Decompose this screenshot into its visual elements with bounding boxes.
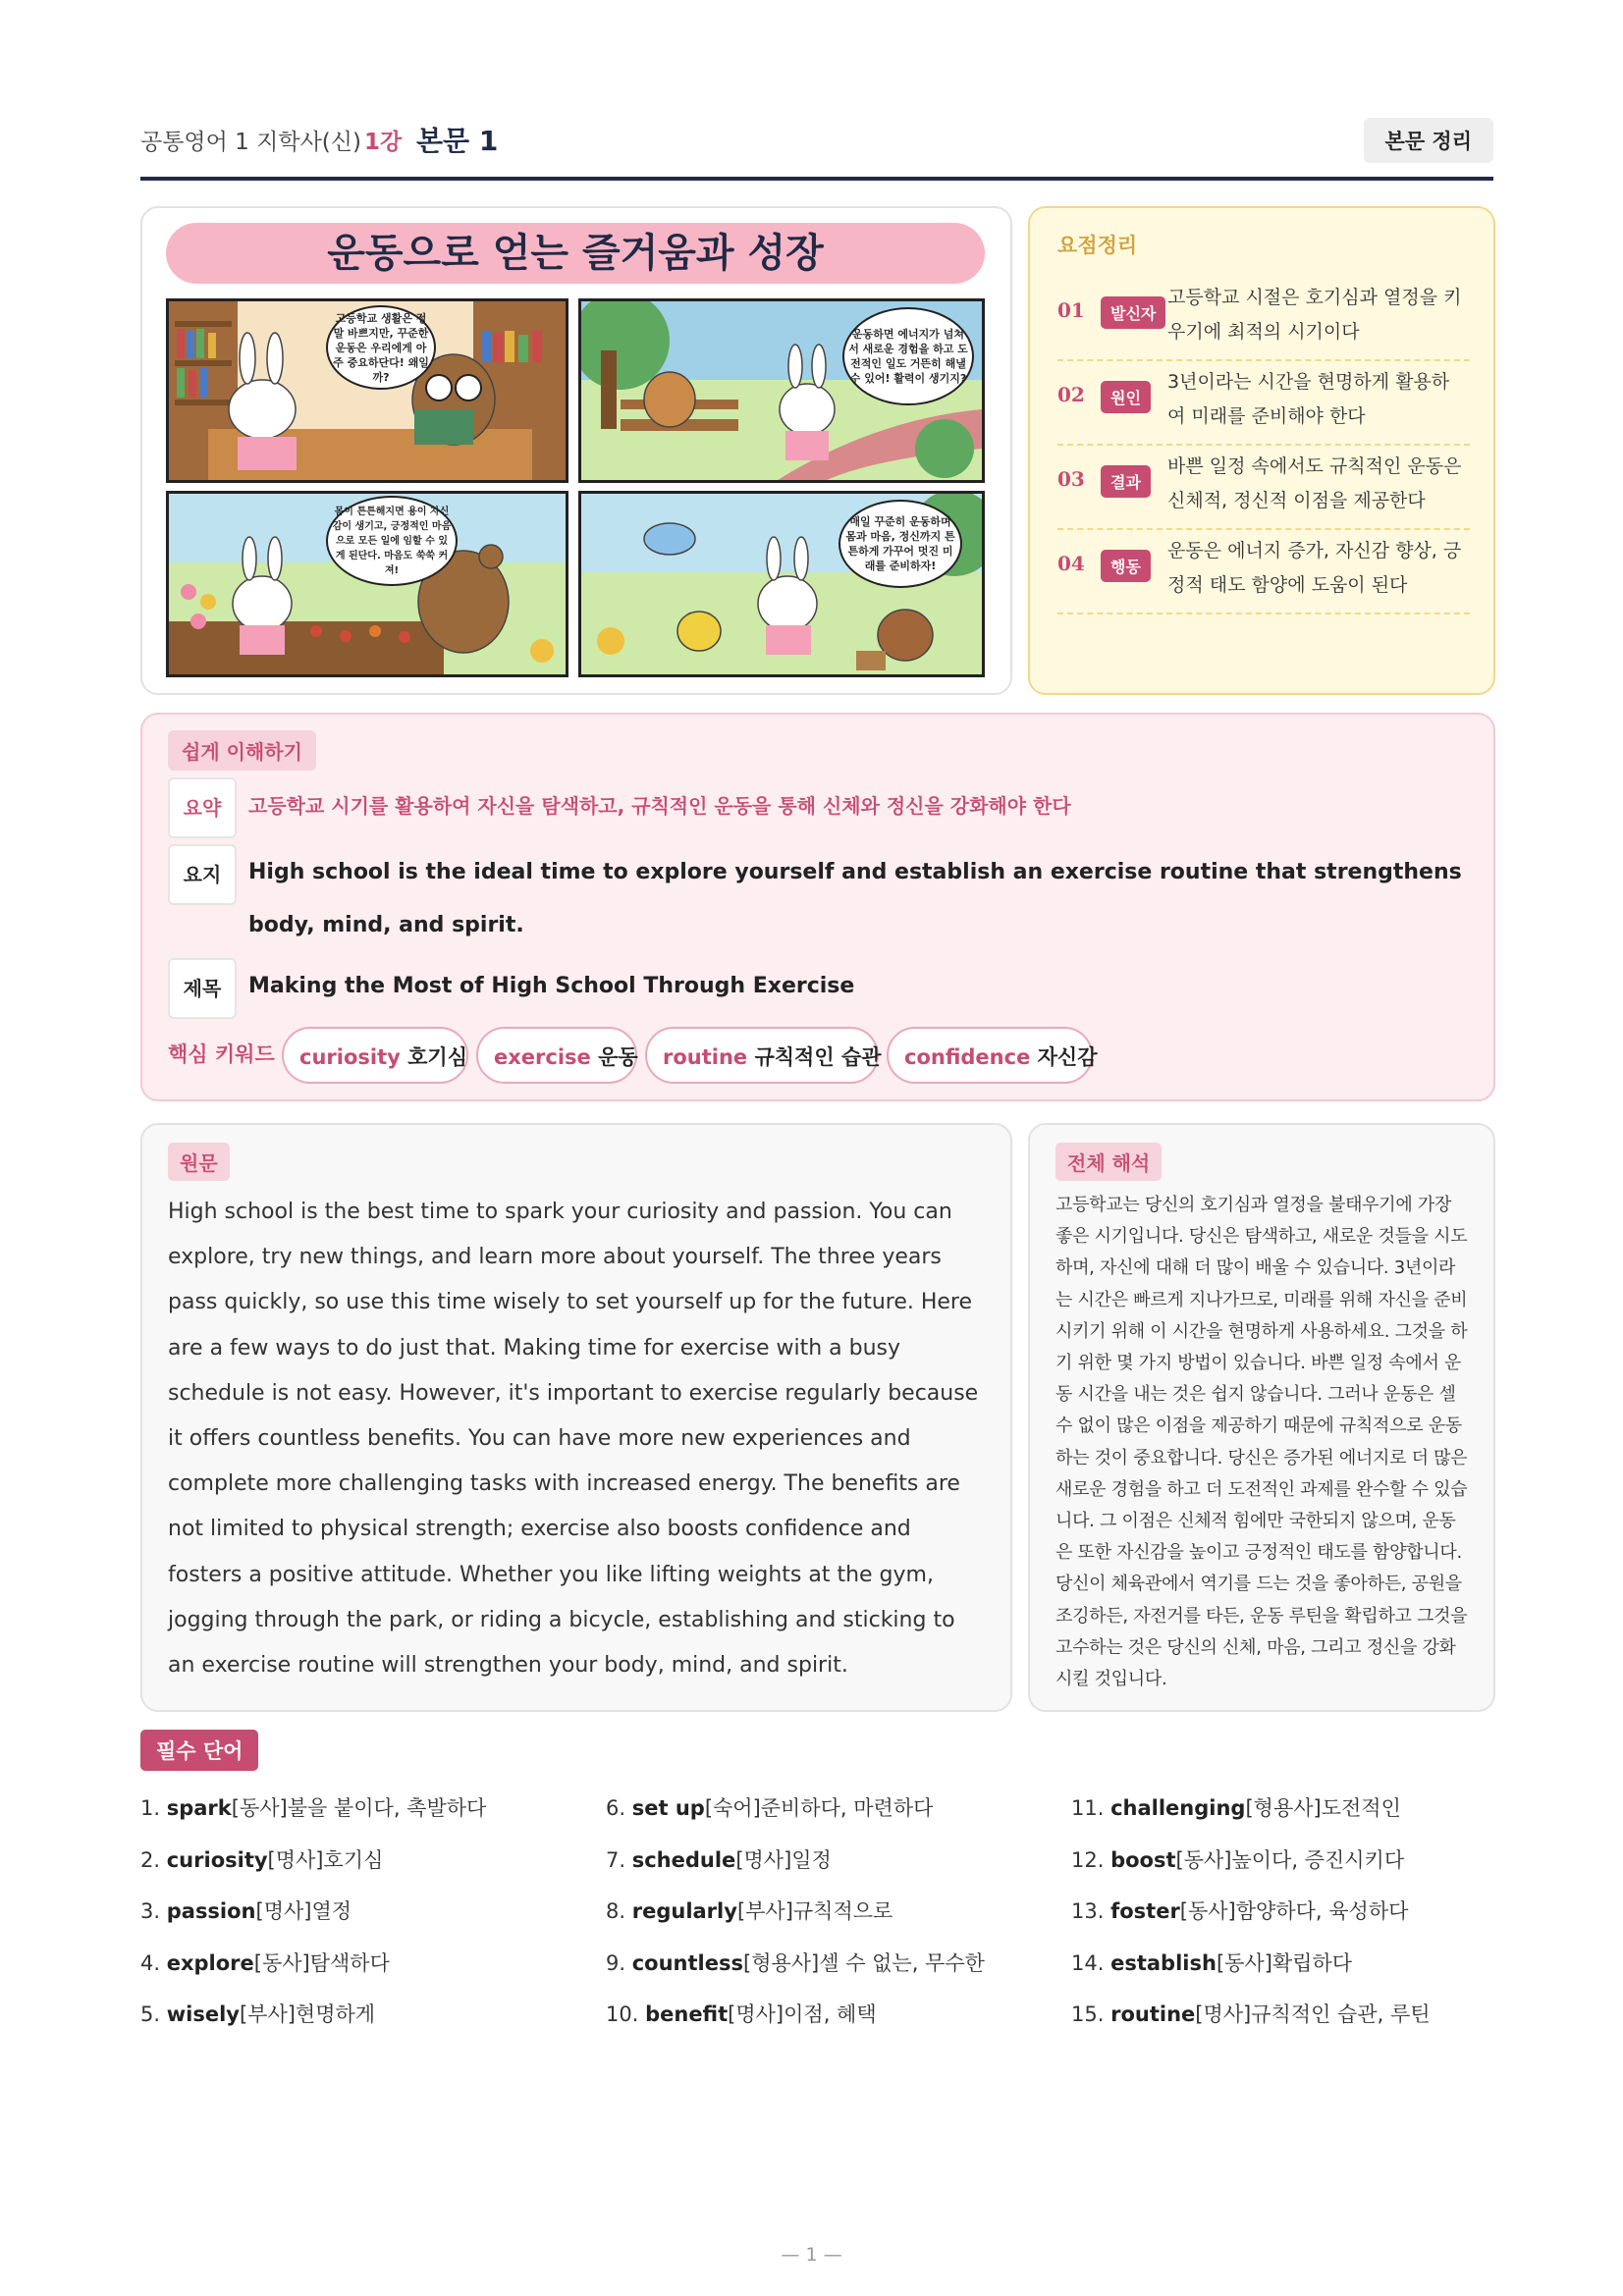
keywords-label: 핵심 키워드 <box>168 1042 275 1066</box>
lesson-number: 1강 <box>364 130 403 155</box>
vocabulary-item <box>606 1999 877 2028</box>
vocabulary-number: 4. <box>140 1950 161 1975</box>
keyword-chip <box>476 1027 637 1084</box>
vocabulary-number: 5. <box>140 2002 161 2026</box>
vocabulary-definition: [동사]높이다, 증진시키다 <box>1175 1847 1405 1872</box>
translation-label: 전체 해석 <box>1055 1143 1162 1181</box>
vocabulary-number: 15. <box>1071 2002 1105 2026</box>
vocabulary-word: wisely <box>166 2002 240 2026</box>
vocabulary-label: 필수 단어 <box>140 1730 258 1771</box>
vocabulary-item <box>606 1896 893 1925</box>
vocabulary-word: countless <box>631 1950 743 1975</box>
keyword-english: routine <box>663 1045 748 1069</box>
key-point-text: 운동은 에너지 증가, 자신감 향상, 긍정적 태도 함양에 도움이 된다 <box>1167 540 1462 596</box>
vocabulary-item <box>606 1844 832 1874</box>
vocabulary-item <box>140 1896 352 1925</box>
vocabulary-item <box>606 1792 933 1822</box>
page-title: 본문 1 <box>416 125 499 157</box>
key-point-item <box>1057 275 1470 361</box>
comic-panel-4 <box>578 491 985 677</box>
key-point-tag: 발신자 <box>1101 296 1165 329</box>
vocabulary-item <box>606 1948 985 1977</box>
keyword-korean: 호기심 <box>407 1045 467 1069</box>
key-point-tag: 행동 <box>1101 550 1151 582</box>
vocabulary-definition: [동사]불을 붙이다, 촉발하다 <box>231 1796 487 1820</box>
vocabulary-number: 7. <box>606 1847 626 1872</box>
course-name: 공통영어 1 지학사(신) <box>140 130 361 155</box>
vocabulary-definition: [부사]규칙적으로 <box>736 1899 893 1923</box>
vocabulary-item <box>1071 1896 1408 1925</box>
comic-panel-1 <box>166 298 568 483</box>
vocabulary-number: 2. <box>140 1847 161 1872</box>
vocabulary-number: 8. <box>606 1899 626 1923</box>
key-point-item <box>1057 528 1470 614</box>
comic-title: 운동으로 얻는 즐거움과 성장 <box>166 223 985 284</box>
vocabulary-number: 1. <box>140 1796 161 1820</box>
vocabulary-word: regularly <box>631 1899 737 1923</box>
vocabulary-definition: [명사]호기심 <box>267 1847 384 1872</box>
page-header <box>140 120 1493 181</box>
summary-label: 요약 <box>168 777 237 838</box>
vocabulary-definition: [형용사]셀 수 없는, 무수한 <box>743 1950 985 1975</box>
key-point-item <box>1057 444 1470 530</box>
speech-bubble: 운동하면 에너지가 넘쳐서 새로운 경험을 하고 도전적인 일도 거뜬히 해낼 수 있어! 활력이 생기지? <box>842 307 974 405</box>
original-text-body: High school is the best time to spark your curiosity and passion. You can explore, try new things, and learn more about yourself. The three years pass quickly, so use this time wisely to set yourself up for the future. Here are a few ways to do just that. Making time for exercise with a busy schedule is not easy. However, it's important to exercise regularly because it offers countless benefits. You can have more new experiences and complete more challenging tasks with increased energy. The benefits are not limited to physical strength; exercise also boosts confidence and fosters a positive attitude. Whether you like lifting weights at the gym, jogging through the park, or riding a bicycle, establishing and sticking to an exercise routine will strengthen your body, mind, and spirit. <box>168 1200 979 1679</box>
section-badge: 본문 정리 <box>1364 118 1493 163</box>
translation-card <box>1028 1123 1495 1712</box>
vocabulary-item <box>140 1844 383 1874</box>
keyword-english: curiosity <box>299 1045 401 1069</box>
keyword-chip <box>282 1027 468 1084</box>
gist-text: High school is the ideal time to explore yourself and establish an exercise routine that strengthens body, mind, and spirit. <box>248 860 1462 937</box>
comic-panel-3 <box>166 491 568 677</box>
vocabulary-definition: [형용사]도전적인 <box>1245 1796 1401 1820</box>
vocabulary-word: challenging <box>1110 1796 1246 1820</box>
keyword-english: exercise <box>494 1045 591 1069</box>
translation-body: 고등학교는 당신의 호기심과 열정을 불태우기에 가장 좋은 시기입니다. 당신은 탐색하고, 새로운 것들을 시도하며, 자신에 대해 더 많이 배울 수 있습니다. 3년이라는 시간은 빠르게 지나가므로, 미래를 위해 자신을 준비시키기 위해 이 시간을 현명하게 사용하세요. 그것을 하기 위한 몇 가지 방법이 있습니다. 바쁜 일정 속에서 운동 시간을 내는 것은 쉽지 않습니다. 그러나 운동은 셀 수 없이 많은 이점을 제공하기 때문에 규칙적으로 운동하는 것이 중요합니다. 당신은 증가된 에너지로 더 많은 새로운 경험을 하고 더 도전적인 과제를 완수할 수 있습니다. 그 이점은 신체적 힘에만 국한되지 않으며, 운동은 또한 자신감을 높이고 긍정적인 태도를 함양합니다. 당신이 체육관에서 역기를 드는 것을 좋아하든, 공원을 조깅하든, 자전거를 타든, 운동 루틴을 확립하고 그것을 고수하는 것은 당신의 신체, 마음, 그리고 정신을 강화시킬 것입니다. <box>1055 1195 1468 1690</box>
vocabulary-item <box>140 1792 486 1822</box>
vocabulary-item <box>1071 1792 1401 1822</box>
vocabulary-number: 13. <box>1071 1899 1105 1923</box>
vocabulary-word: boost <box>1110 1847 1176 1872</box>
vocabulary-definition: [숙어]준비하다, 마련하다 <box>704 1796 934 1820</box>
key-point-tag: 결과 <box>1101 465 1151 498</box>
easy-understanding-card <box>140 713 1495 1101</box>
vocabulary-word: routine <box>1110 2002 1196 2026</box>
key-point-text: 고등학교 시절은 호기심과 열정을 키우기에 최적의 시기이다 <box>1167 287 1462 343</box>
key-point-number: 01 <box>1057 298 1085 322</box>
original-text-label: 원문 <box>168 1143 230 1181</box>
keyword-english: confidence <box>904 1045 1031 1069</box>
vocabulary-number: 11. <box>1071 1796 1105 1820</box>
comic-panel-2 <box>578 298 985 483</box>
summary-text: 고등학교 시기를 활용하여 자신을 탐색하고, 규칙적인 운동을 통해 신체와 정신을 강화해야 한다 <box>248 794 1071 818</box>
vocabulary-word: set up <box>631 1796 705 1820</box>
gist-label: 요지 <box>168 844 237 905</box>
vocabulary-definition: [명사]일정 <box>735 1847 832 1872</box>
speech-bubble: 몸이 튼튼해지면 용이 자신감이 생기고, 긍정적인 마음으로 모든 일에 임할 수 있게 된단다. 마음도 쑥쑥 커져! <box>326 496 458 586</box>
vocabulary-definition: [동사]탐색하다 <box>253 1950 390 1975</box>
vocabulary-item <box>1071 1999 1431 2028</box>
vocabulary-definition: [명사]열정 <box>255 1899 352 1923</box>
speech-bubble: 매일 꾸준히 운동하며 몸과 마음, 정신까지 튼튼하게 가꾸어 멋진 미래를 준비하자! <box>839 500 962 588</box>
vocabulary-item <box>1071 1948 1352 1977</box>
key-point-text: 바쁜 일정 속에서도 규칙적인 운동은 신체적, 정신적 이점을 제공한다 <box>1167 455 1462 511</box>
vocabulary-word: schedule <box>631 1847 736 1872</box>
vocabulary-word: passion <box>166 1899 256 1923</box>
key-point-tag: 원인 <box>1101 381 1151 413</box>
title-text: Making the Most of High School Through Exercise <box>248 974 855 998</box>
key-point-number: 03 <box>1057 467 1085 491</box>
speech-bubble: 고등학교 생활은 정말 바쁘지만, 꾸준한 운동은 우리에게 아주 중요하단다! 왜일까? <box>326 305 436 390</box>
key-point-item <box>1057 359 1470 446</box>
key-points-title: 요점정리 <box>1057 234 1138 257</box>
vocabulary-definition: [부사]현명하게 <box>239 2002 376 2026</box>
vocabulary-word: curiosity <box>166 1847 268 1872</box>
vocabulary-definition: [명사]규칙적인 습관, 루틴 <box>1195 2002 1431 2026</box>
key-point-number: 04 <box>1057 552 1085 575</box>
vocabulary-word: spark <box>166 1796 232 1820</box>
keyword-korean: 자신감 <box>1037 1045 1098 1069</box>
vocabulary-definition: [동사]함양하다, 육성하다 <box>1179 1899 1409 1923</box>
vocabulary-word: benefit <box>645 2002 729 2026</box>
vocabulary-number: 12. <box>1071 1847 1105 1872</box>
vocabulary-number: 3. <box>140 1899 161 1923</box>
key-point-number: 02 <box>1057 383 1085 406</box>
vocabulary-item <box>1071 1844 1404 1874</box>
vocabulary-definition: [명사]이점, 혜택 <box>728 2002 877 2026</box>
vocabulary-item <box>140 1999 375 2028</box>
keyword-korean: 규칙적인 습관 <box>754 1045 882 1069</box>
easy-understanding-heading: 쉽게 이해하기 <box>168 730 316 771</box>
key-point-text: 3년이라는 시간을 현명하게 활용하여 미래를 준비해야 한다 <box>1167 371 1450 427</box>
original-text-card <box>140 1123 1012 1712</box>
page-number: — 1 — <box>781 2244 842 2266</box>
keyword-korean: 운동 <box>598 1045 638 1069</box>
vocabulary-number: 14. <box>1071 1950 1105 1975</box>
vocabulary-definition: [동사]확립하다 <box>1216 1950 1353 1975</box>
vocabulary-item <box>140 1948 390 1977</box>
keyword-chip <box>887 1027 1098 1084</box>
keyword-chip <box>645 1027 882 1084</box>
vocabulary-word: establish <box>1110 1950 1217 1975</box>
vocabulary-word: foster <box>1110 1899 1180 1923</box>
comic-card <box>140 206 1012 695</box>
vocabulary-number: 9. <box>606 1950 626 1975</box>
title-label: 제목 <box>168 958 237 1019</box>
vocabulary-number: 6. <box>606 1796 626 1820</box>
key-points-card <box>1028 206 1495 695</box>
vocabulary-number: 10. <box>606 2002 639 2026</box>
vocabulary-word: explore <box>166 1950 254 1975</box>
